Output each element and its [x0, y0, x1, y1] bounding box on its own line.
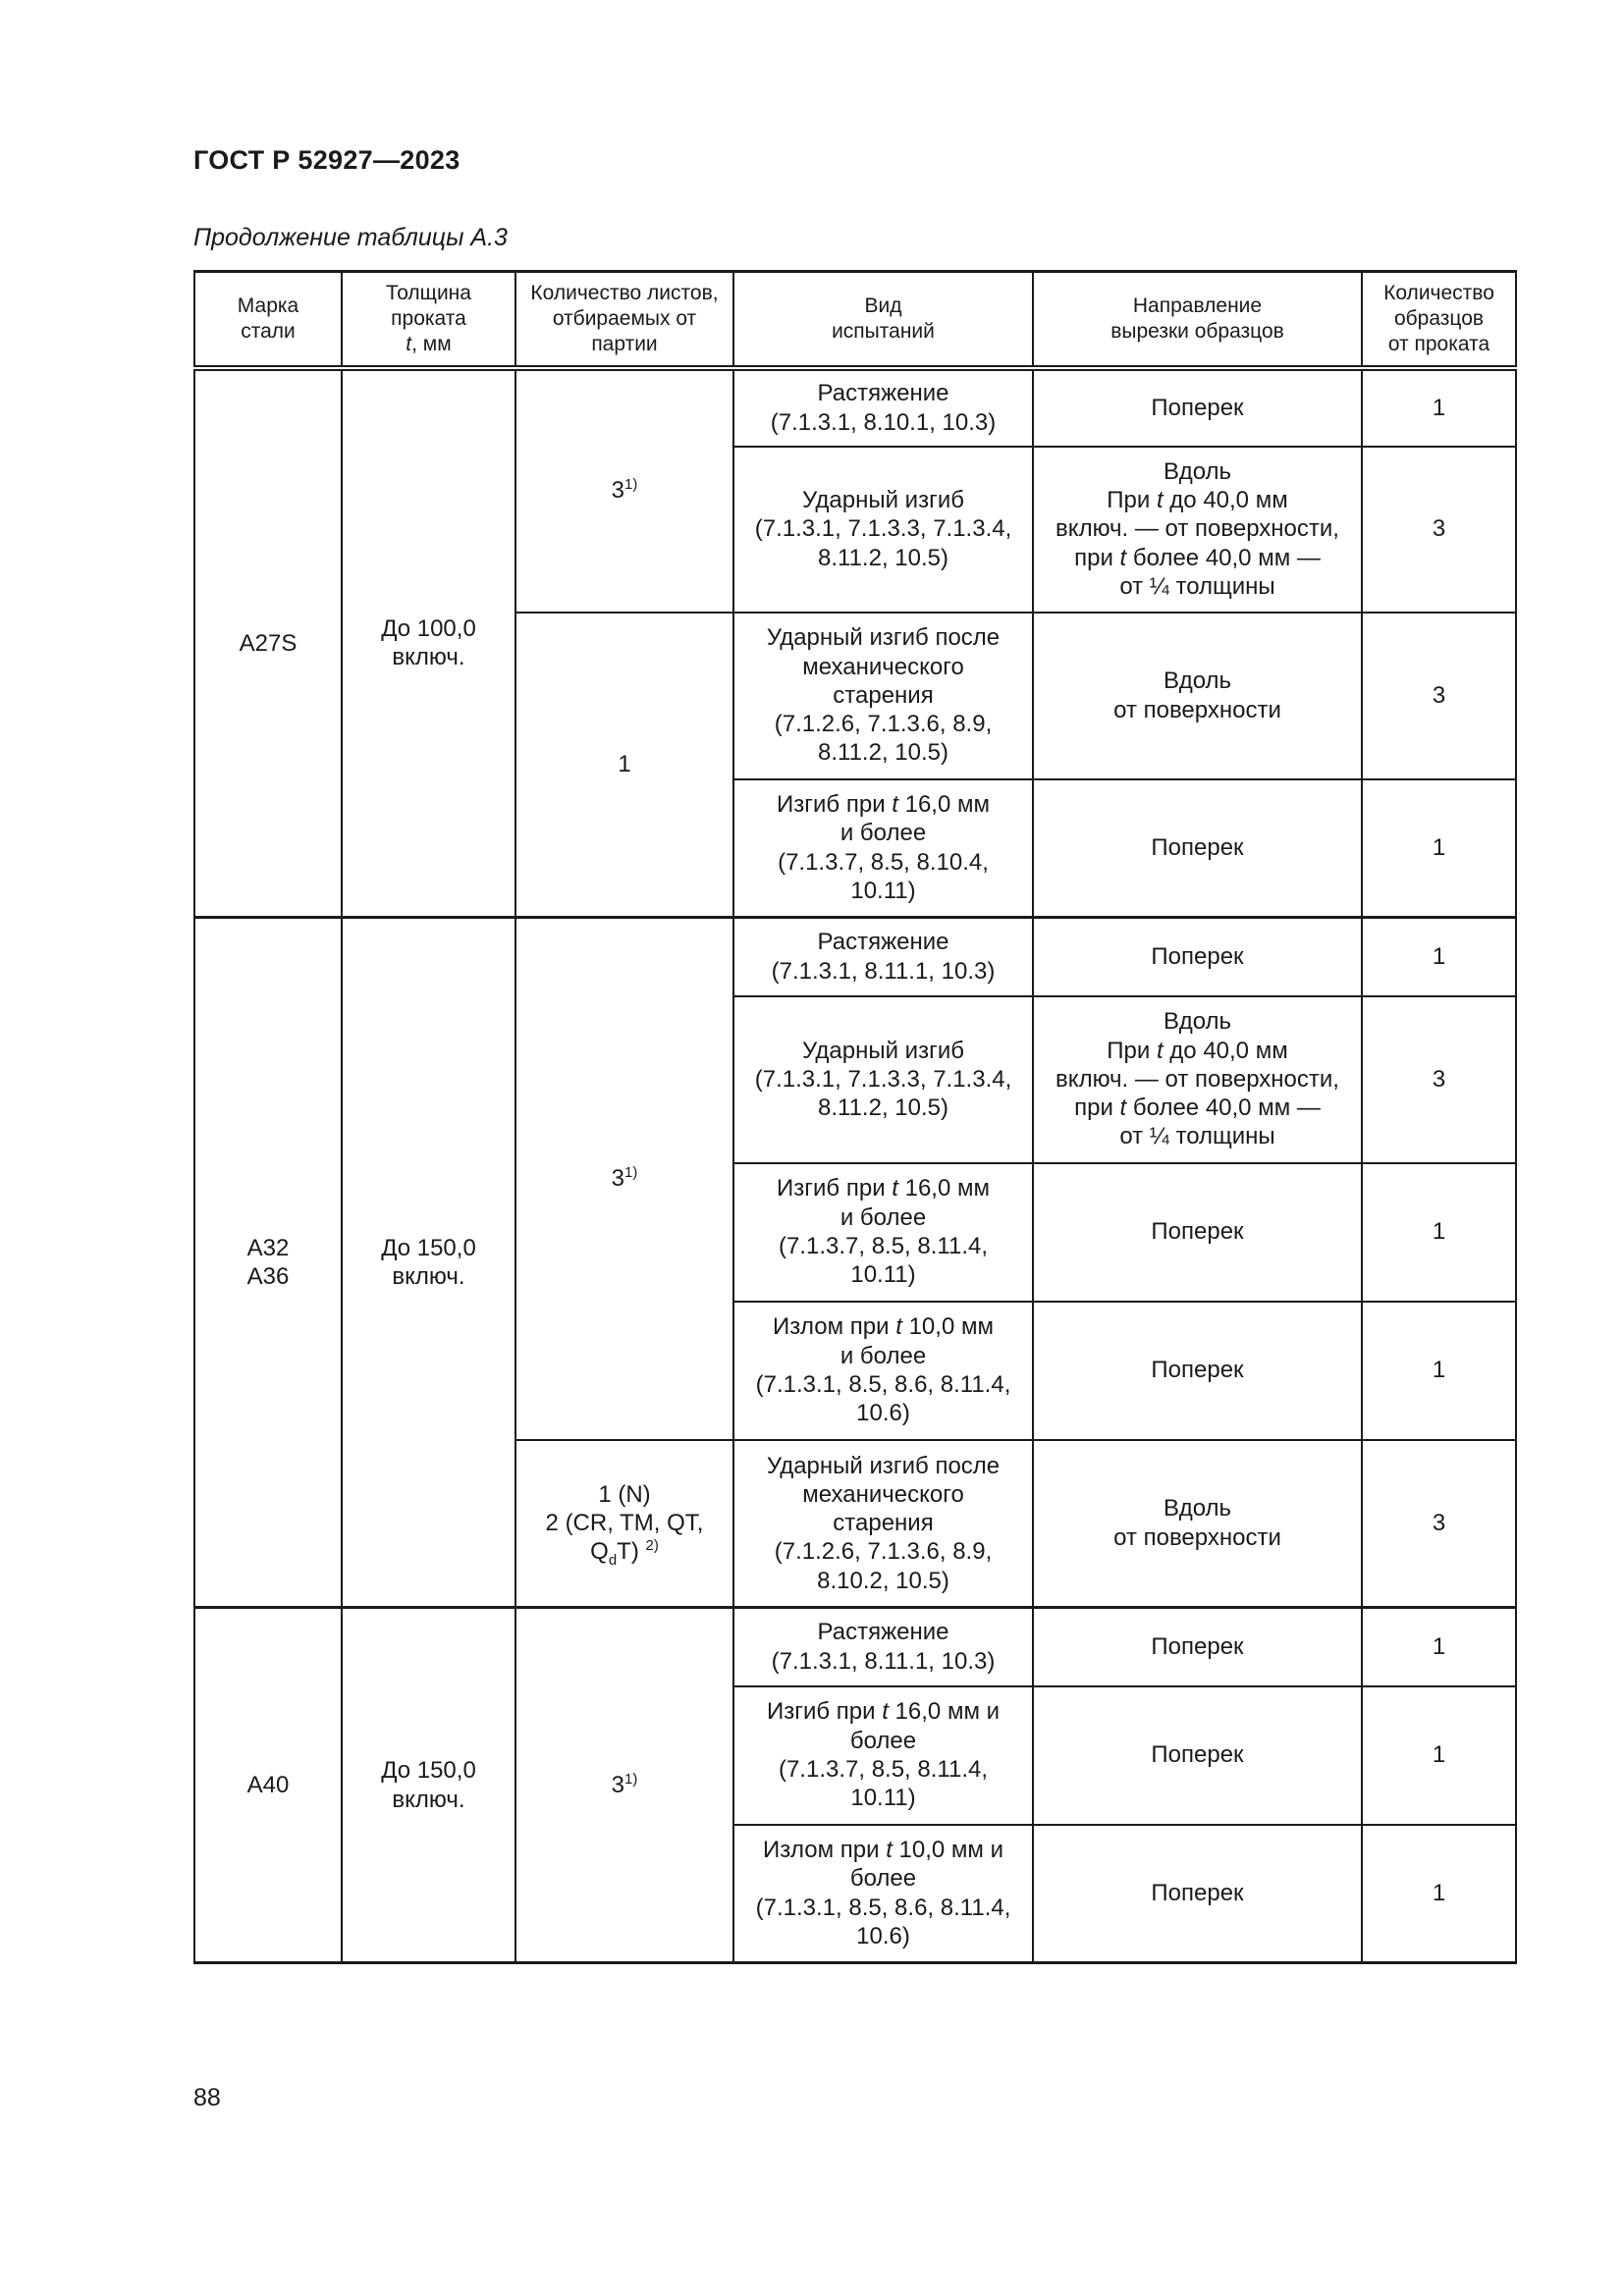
col-header-samples: Количество образцов от проката [1362, 272, 1516, 368]
table-row [194, 1608, 1516, 1686]
test-type-cell: Растяжение (7.1.3.1, 8.11.1, 10.3) [733, 918, 1033, 996]
table-row [194, 368, 1516, 447]
direction-cell: Поперек [1033, 1686, 1362, 1825]
samples-cell: 1 [1362, 918, 1516, 996]
test-type-cell: Изгиб при t 16,0 мм и более (7.1.3.7, 8.5, 8.10.4, 10.11) [733, 779, 1033, 918]
direction-cell: Поперек [1033, 368, 1362, 447]
thickness-cell: До 150,0 включ. [342, 918, 515, 1608]
samples-cell: 1 [1362, 368, 1516, 447]
page-number: 88 [193, 2084, 221, 2111]
thickness-cell: До 150,0 включ. [342, 1608, 515, 1963]
col-header-direction: Направление вырезки образцов [1033, 272, 1362, 368]
sheets-cell: 3$^{1)}$ [515, 1608, 733, 1963]
samples-cell: 1 [1362, 1686, 1516, 1825]
sheets-cell: 3$^{1)}$ [515, 918, 733, 1440]
samples-cell: 3 [1362, 996, 1516, 1163]
col-header-thickness: Толщина проката t, мм [342, 272, 515, 368]
samples-cell: 1 [1362, 1163, 1516, 1302]
table-row [194, 918, 1516, 996]
col-header-sheets: Количество листов, отбираемых от партии [515, 272, 733, 368]
col-header-grade: Марка стали [194, 272, 342, 368]
thickness-cell: До 100,0 включ. [342, 368, 515, 918]
test-type-cell: Ударный изгиб после механического старения (7.1.2.6, 7.1.3.6, 8.9, 8.11.2, 10.5) [733, 613, 1033, 779]
samples-cell: 1 [1362, 779, 1516, 918]
samples-cell: 1 [1362, 1302, 1516, 1440]
table-header-row [194, 272, 1516, 368]
test-type-cell: Излом при t 10,0 мм и более (7.1.3.1, 8.5, 8.6, 8.11.4, 10.6) [733, 1825, 1033, 1963]
test-type-cell: Излом при t 10,0 мм и более (7.1.3.1, 8.5, 8.6, 8.11.4, 10.6) [733, 1302, 1033, 1440]
samples-cell: 1 [1362, 1608, 1516, 1686]
sheets-cell: 3$^{1)}$ [515, 368, 733, 613]
grade-cell: A27S [194, 368, 342, 918]
direction-cell: Вдоль При t до 40,0 мм включ. — от поверхности, при t более 40,0 мм — от ¼ толщины [1033, 996, 1362, 1163]
test-type-cell: Растяжение (7.1.3.1, 8.11.1, 10.3) [733, 1608, 1033, 1686]
test-type-cell: Ударный изгиб (7.1.3.1, 7.1.3.3, 7.1.3.4, 8.11.2, 10.5) [733, 447, 1033, 613]
grade-cell: A32 A36 [194, 918, 342, 1608]
table-caption: Продолжение таблицы А.3 [193, 224, 508, 251]
direction-cell: Поперек [1033, 918, 1362, 996]
direction-cell: Поперек [1033, 1302, 1362, 1440]
sheets-cell: 1 (N) 2 (CR, TM, QT, $Q_dT$) $^{2)}$ [515, 1440, 733, 1608]
direction-cell: Вдоль от поверхности [1033, 613, 1362, 779]
direction-cell: Поперек [1033, 1825, 1362, 1963]
sheets-cell: 1 [515, 613, 733, 918]
samples-cell: 3 [1362, 613, 1516, 779]
col-header-test-type: Вид испытаний [733, 272, 1033, 368]
test-sampling-table [193, 270, 1517, 1964]
samples-cell: 3 [1362, 447, 1516, 613]
document-header: ГОСТ Р 52927—2023 [193, 145, 460, 175]
test-type-cell: Изгиб при t 16,0 мм и более (7.1.3.7, 8.5, 8.11.4, 10.11) [733, 1163, 1033, 1302]
samples-cell: 3 [1362, 1440, 1516, 1608]
test-type-cell: Изгиб при t 16,0 мм и более (7.1.3.7, 8.5, 8.11.4, 10.11) [733, 1686, 1033, 1825]
grade-cell: A40 [194, 1608, 342, 1963]
test-type-cell: Ударный изгиб (7.1.3.1, 7.1.3.3, 7.1.3.4, 8.11.2, 10.5) [733, 996, 1033, 1163]
direction-cell: Вдоль При t до 40,0 мм включ. — от поверхности, при t более 40,0 мм — от ¼ толщины [1033, 447, 1362, 613]
samples-cell: 1 [1362, 1825, 1516, 1963]
test-type-cell: Ударный изгиб после механического старения (7.1.2.6, 7.1.3.6, 8.9, 8.10.2, 10.5) [733, 1440, 1033, 1608]
direction-cell: Поперек [1033, 1163, 1362, 1302]
test-type-cell: Растяжение (7.1.3.1, 8.10.1, 10.3) [733, 368, 1033, 447]
direction-cell: Поперек [1033, 1608, 1362, 1686]
direction-cell: Поперек [1033, 779, 1362, 918]
direction-cell: Вдоль от поверхности [1033, 1440, 1362, 1608]
